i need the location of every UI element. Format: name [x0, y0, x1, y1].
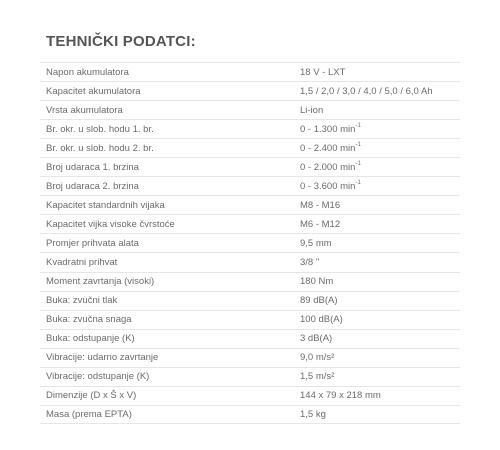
spec-row	[40, 100, 460, 119]
spec-label: Masa (prema EPTA)	[46, 408, 132, 420]
spec-value-text: 100 dB(A)	[300, 314, 343, 326]
spec-table	[40, 62, 460, 424]
spec-value	[300, 352, 334, 363]
spec-value-text: 144 x 79 x 218 mm	[300, 390, 381, 402]
spec-value-superscript: -1	[355, 179, 361, 186]
spec-value-text: 0 - 2.400 min	[300, 142, 356, 154]
spec-row	[40, 157, 460, 176]
spec-row	[40, 386, 460, 405]
spec-label: Kvadratni prihvat	[46, 256, 118, 268]
spec-label: Vibracije: odstupanje (K)	[46, 371, 150, 383]
spec-label: Kapacitet akumulatora	[46, 85, 141, 97]
spec-row	[40, 310, 460, 329]
spec-row	[40, 214, 460, 233]
spec-row	[40, 405, 460, 424]
spec-row	[40, 291, 460, 310]
spec-label: Br. okr. u slob. hodu 1. br.	[46, 123, 154, 135]
spec-value-text: 9,5 mm	[300, 237, 332, 249]
spec-value	[300, 200, 340, 211]
spec-label: Buka: zvučni tlak	[46, 295, 118, 307]
spec-label: Moment zavrtanja (visoki)	[46, 276, 155, 288]
spec-value	[300, 295, 338, 306]
spec-label: Broj udaraca 1. brzina	[46, 161, 139, 173]
spec-label: Napon akumulatora	[46, 66, 129, 78]
spec-value-text: Li-ion	[300, 104, 324, 116]
spec-value-text: 3 dB(A)	[300, 333, 333, 345]
spec-value	[300, 238, 332, 249]
spec-value	[300, 143, 361, 154]
spec-value-text: 0 - 2.000 min	[300, 161, 356, 173]
spec-value-text: 1,5 / 2,0 / 3,0 / 4,0 / 5,0 / 6,0 Ah	[300, 85, 433, 97]
spec-value	[300, 67, 345, 78]
spec-value-text: M6 - M12	[300, 218, 341, 230]
spec-value-text: 89 dB(A)	[300, 295, 338, 307]
spec-row	[40, 138, 460, 157]
spec-value	[300, 257, 319, 268]
spec-value	[300, 333, 332, 344]
spec-value-text: 0 - 1.300 min	[300, 123, 356, 135]
spec-label: Kapacitet vijka visoke čvrstoće	[46, 218, 175, 230]
spec-label: Broj udaraca 2. brzina	[46, 180, 139, 192]
spec-value-text: 18 V - LXT	[300, 66, 346, 78]
spec-value-superscript: -1	[355, 122, 361, 129]
spec-value	[300, 371, 334, 382]
spec-label: Buka: zvučna snaga	[46, 314, 132, 326]
spec-value	[300, 276, 333, 287]
spec-row	[40, 329, 460, 348]
spec-row	[40, 119, 460, 138]
spec-value-text: 1,5 kg	[300, 408, 326, 420]
spec-row	[40, 272, 460, 291]
spec-row	[40, 195, 460, 214]
spec-value-text: M8 - M16	[300, 199, 341, 211]
spec-label: Promjer prihvata alata	[46, 237, 139, 249]
spec-value	[300, 390, 381, 401]
spec-value-text: 9,0 m/s²	[300, 352, 335, 364]
spec-value	[300, 314, 343, 325]
spec-value	[300, 86, 433, 97]
spec-value	[300, 162, 361, 173]
spec-value-text: 0 - 3.600 min	[300, 180, 356, 192]
spec-label: Buka: odstupanje (K)	[46, 333, 135, 345]
spec-row	[40, 62, 460, 81]
spec-value	[300, 219, 340, 230]
spec-label: Vrsta akumulatora	[46, 104, 123, 116]
spec-value	[300, 181, 361, 192]
spec-row	[40, 252, 460, 271]
spec-value	[300, 124, 361, 135]
spec-label: Br. okr. u slob. hodu 2. br.	[46, 142, 154, 154]
spec-value-superscript: -1	[355, 141, 361, 148]
spec-label: Vibracije: udarno zavrtanje	[46, 352, 159, 364]
spec-value-text: 1,5 m/s²	[300, 371, 335, 383]
spec-row	[40, 367, 460, 386]
spec-value-text: 3/8 "	[300, 256, 320, 268]
spec-row	[40, 81, 460, 100]
spec-row	[40, 348, 460, 367]
spec-value	[300, 409, 326, 420]
spec-value-text: 180 Nm	[300, 276, 334, 288]
spec-row	[40, 233, 460, 252]
spec-label: Dimenzije (D x Š x V)	[46, 390, 137, 402]
spec-row	[40, 176, 460, 195]
spec-value-superscript: -1	[355, 160, 361, 167]
page-title: TEHNIČKI PODATCI:	[46, 33, 196, 50]
spec-value	[300, 105, 323, 116]
spec-label: Kapacitet standardnih vijaka	[46, 199, 165, 211]
